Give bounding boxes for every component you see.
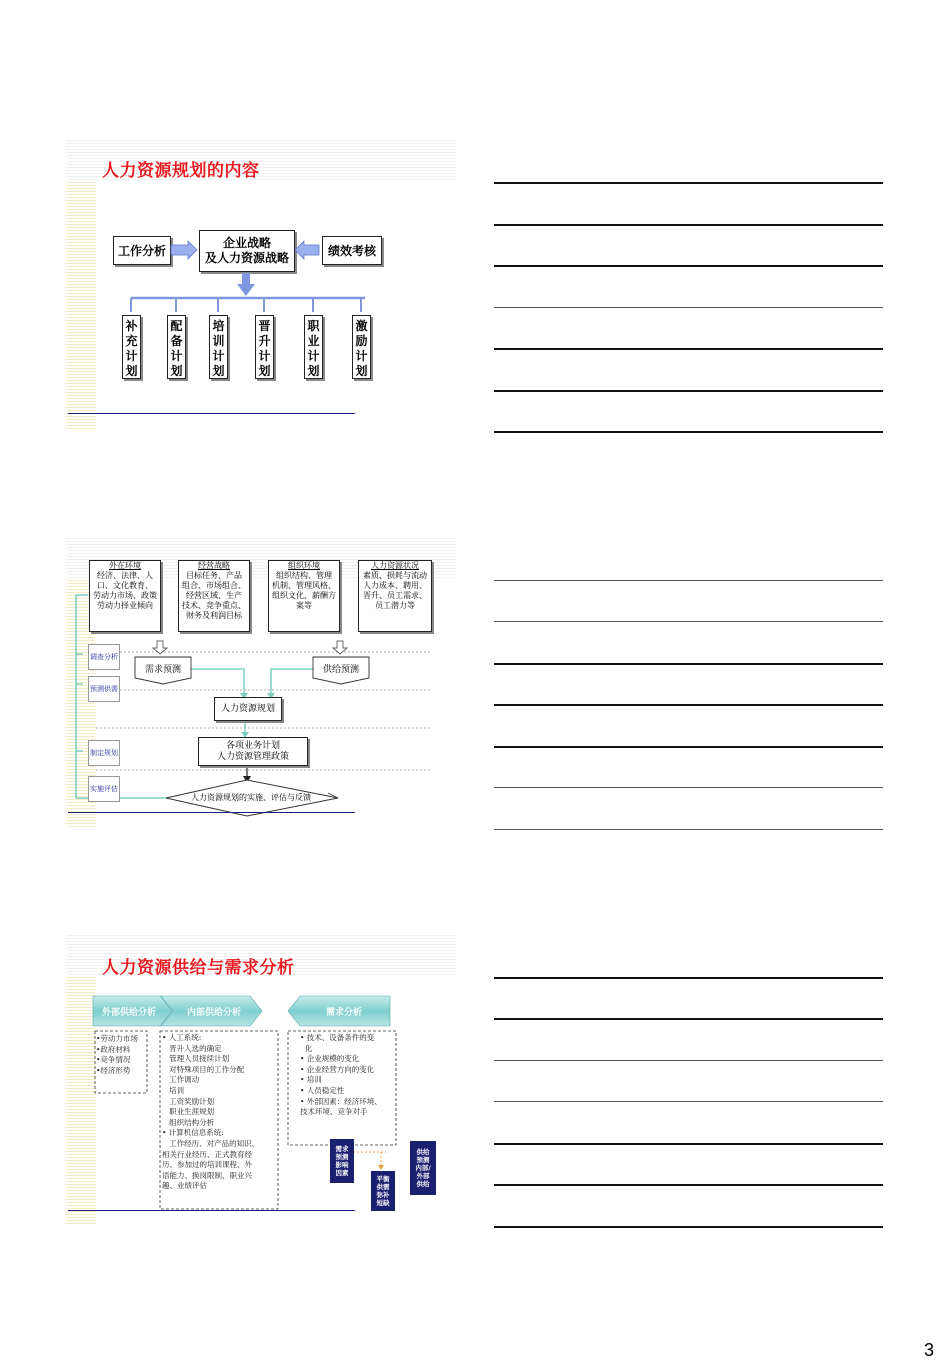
note-line	[494, 431, 883, 433]
internal-supply-list: • 人工系统: 晋升人选的确定 管理人员接续计划 对特殊项目的工作分配 工作调动 培训 工资奖励计划 职业生涯规划 组织结构分析 • 计算机信息系统: 工作经历、对产品的知识、 相关行业经历、正式教育经 历、参加过的培训课程、外 语能力、换岗限制、职业兴 趣、业绩评估	[162, 1033, 260, 1191]
supply-factor-box: 供给预测内部/外部供给	[410, 1141, 436, 1195]
slide-3-shapes	[66, 935, 456, 1225]
slide-2-footer-rule	[68, 812, 355, 813]
note-line	[494, 307, 883, 308]
env-box-hr-status: 人力资源状况 素质、损耗与流动 人力成本、聘用、 晋升、员工需求、 员工潜力等	[358, 560, 432, 632]
slide-3-title: 人力资源供给与需求分析	[102, 958, 295, 978]
env-box-external: 外在环境 经济、法律、人 口、文化教育、 劳动力市场、政策 劳动力择业倾向	[89, 560, 161, 632]
env-box-strategy: 经营战略 目标任务、产品 组合、市场组合、 经营区域、生产 技术、竞争重点、 财务及利润目标	[178, 560, 250, 632]
note-line	[494, 829, 883, 830]
plan-box-staffing: 配备计划	[167, 315, 186, 379]
note-line	[494, 663, 883, 665]
env-box-organization: 组织环境 组织结构、管理 机制、管理风格、 组织文化、薪酬方 案等	[268, 560, 340, 632]
stage-tag-plan: 制定规划	[88, 740, 120, 766]
plan-box-incentive: 激励计划	[352, 315, 371, 379]
slide-3-footer-rule	[68, 1210, 355, 1211]
plan-box-supplement: 补充计划	[122, 315, 141, 379]
slide-1-title: 人力资源规划的内容	[102, 161, 260, 181]
plan-box-career: 职业计划	[304, 315, 323, 379]
slide-1-connectors	[66, 140, 456, 430]
supply-forecast-label: 供给预测	[322, 665, 359, 675]
arrow-right-icon	[171, 241, 197, 259]
arrow-down-icon	[237, 273, 255, 296]
policy-box: 各项业务计划 人力资源管理政策	[198, 737, 308, 766]
note-line	[494, 1101, 883, 1102]
note-line	[494, 621, 883, 622]
page-number: 3	[923, 1340, 934, 1360]
note-line	[494, 977, 883, 979]
note-line	[494, 580, 883, 581]
note-line	[494, 1184, 883, 1186]
slide-3	[66, 935, 456, 1225]
note-line	[494, 224, 883, 226]
slide-2	[66, 538, 456, 828]
job-analysis-box: 工作分析	[113, 236, 171, 265]
note-line	[494, 390, 883, 392]
note-line	[494, 1226, 883, 1228]
arrow-external-label: 外部供给分析	[101, 1008, 156, 1018]
plan-box-training: 培训计划	[209, 315, 228, 379]
plan-box-promotion: 晋升计划	[255, 315, 274, 379]
demand-forecast-label: 需求预测	[144, 665, 181, 675]
note-line	[494, 787, 883, 788]
performance-appraisal-box: 绩效考核	[322, 236, 382, 265]
note-line	[494, 265, 883, 267]
note-line	[494, 348, 883, 350]
stage-tag-evaluate: 实施评估	[88, 776, 120, 802]
balance-factor-box: 平衡供需弥补短缺	[371, 1171, 395, 1211]
strategy-box: 企业战略 及人力资源战略	[199, 230, 295, 272]
implementation-label: 人力资源规划的实施、评估与反馈	[191, 793, 311, 802]
arrow-internal-label: 内部供给分析	[186, 1008, 241, 1018]
stage-tag-survey: 调查分析	[88, 644, 120, 670]
note-line	[494, 1143, 883, 1145]
slide-1-footer-rule	[68, 413, 355, 414]
demand-analysis-list: • 技术、设备条件的变 化 • 企业规模的变化 • 企业经营方向的变化 • 培训 • 人员稳定性 • 外部因素：经济环境、 技术环境、竞争对手	[300, 1033, 382, 1117]
note-line	[494, 704, 883, 706]
note-line	[494, 1060, 883, 1061]
slide-1	[66, 140, 456, 430]
stage-tag-forecast: 预测供需	[88, 676, 120, 702]
external-supply-list: •劳动力市场 •政府材料 •竞争情况 •经济形势	[96, 1034, 138, 1075]
arrow-demand-label: 需求分析	[325, 1008, 362, 1018]
hr-planning-box: 人力资源规划	[214, 697, 282, 721]
arrow-left-icon	[295, 241, 319, 259]
note-line	[494, 182, 883, 184]
note-line	[494, 746, 883, 748]
note-line	[494, 1018, 883, 1020]
demand-factor-box: 需求预测影响因素	[330, 1139, 354, 1183]
